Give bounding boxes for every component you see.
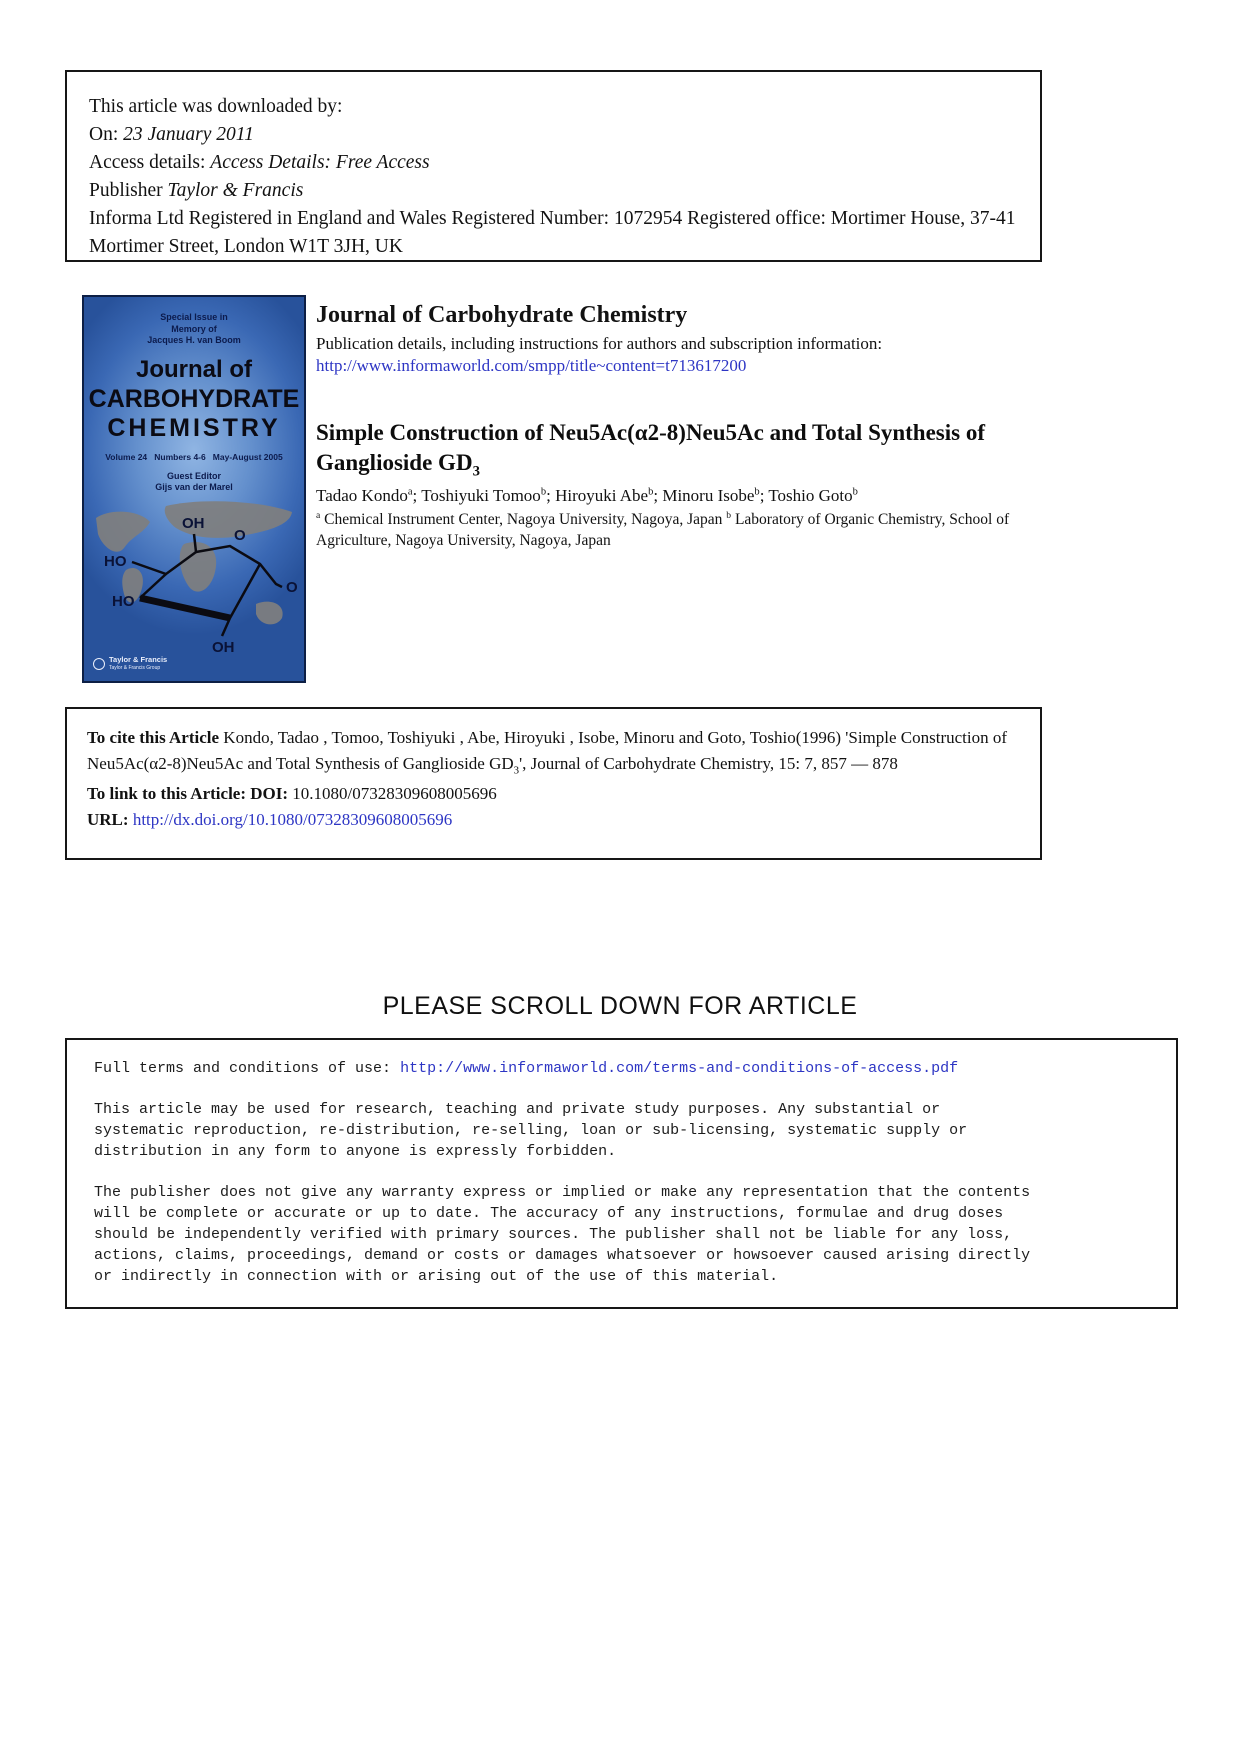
journal-header	[316, 301, 1040, 377]
cover-guest-editor-name: Gijs van der Marel	[155, 482, 233, 492]
publisher-value: Taylor & Francis	[167, 180, 304, 201]
cover-special-issue-line3: Jacques H. van Boom	[147, 335, 241, 345]
doi-value: 10.1080/07328309608005696	[292, 784, 497, 803]
cover-guest-editor-label: Guest Editor	[166, 470, 221, 481]
article-authors: Tadao Kondo$^a$; Toshiyuki Tomoo$^b$; Hiroyuki Abe$^b$; Minoru Isobe$^b$; Toshio Goto$^b$	[316, 486, 858, 505]
cite-line	[87, 725, 1020, 776]
structure-label-o-upper: O	[234, 526, 246, 544]
terms-paragraph-2: The publisher does not give any warranty express or implied or make any representation that the contents will be complete or accurate or up to date. The accuracy of any instructions, formulae and drug doses should be independently verified with primary sources. The publisher shall not be liable for any loss, actions, claims, proceedings, demand or costs or damages whatsoever or howsoever caused arising directly or indirectly in connection with or arising out of the use of this material.	[94, 1184, 1031, 1285]
date-value: 23 January 2011	[123, 124, 254, 145]
article-title-line1: Simple Construction of Neu5Ac(α2-8)Neu5Ac and Total Synthesis of	[316, 420, 986, 445]
cover-volume-line: Volume 24 Numbers 4-6 May-August 2005	[105, 451, 283, 462]
cite-text: Kondo, Tadao , Tomoo, Toshiyuki , Abe, Hiroyuki , Isobe, Minoru and Goto, Toshio(1996) 'Simple Construction of Neu5Ac(α2-8)Neu5Ac and Total Synthesis of Ganglioside GD	[87, 728, 1008, 773]
journal-cover-image	[82, 295, 306, 683]
terms-link-line	[94, 1058, 1149, 1079]
terms-and-conditions-box	[65, 1038, 1178, 1309]
doi-label: To link to this Article: DOI:	[87, 784, 293, 803]
citation-box	[65, 707, 1042, 860]
cover-special-issue	[84, 312, 304, 347]
download-date-line	[89, 121, 1018, 149]
terms-link-label: Full terms and conditions of use:	[94, 1060, 401, 1077]
scroll-down-notice: PLEASE SCROLL DOWN FOR ARTICLE	[382, 992, 858, 1020]
cover-title-carbohydrate: CARBOHYDRATE	[88, 384, 300, 413]
terms-url-link[interactable]: http://www.informaworld.com/terms-and-conditions-of-access.pdf	[400, 1060, 959, 1077]
access-details-line	[89, 149, 1018, 177]
cite-label: To cite this Article	[87, 728, 220, 747]
cover-title-chemistry: CHEMISTRY	[107, 413, 281, 442]
article-title-line2: Ganglioside GD	[316, 450, 473, 475]
world-map-graphic	[88, 496, 300, 658]
journal-publication-details: Publication details, including instructions for authors and subscription information:	[316, 334, 883, 353]
structure-label-ho-left: HO	[104, 552, 127, 570]
informa-registration-line: Informa Ltd Registered in England and Wales Registered Number: 1072954 Registered office: Mortimer House, 37-41 Mortimer Street, London W1T 3JH, UK	[89, 208, 1016, 257]
download-info-box	[65, 70, 1042, 262]
taylor-francis-logo	[93, 656, 167, 672]
journal-name: Journal of Carbohydrate Chemistry	[316, 302, 688, 328]
cover-guest-editor	[84, 471, 304, 494]
access-value: Access Details: Free Access	[210, 152, 430, 173]
date-label: On:	[89, 124, 124, 145]
article-affiliations: $^a$ Chemical Instrument Center, Nagoya University, Nagoya, Japan $^b$ Laboratory of Organic Chemistry, School of Agriculture, Nagoya University, Nagoya, Japan	[316, 509, 1010, 549]
publisher-line	[89, 177, 1018, 205]
cover-special-issue-line2: Memory of	[171, 323, 217, 334]
doi-url-link[interactable]: http://dx.doi.org/10.1080/07328309608005696	[132, 809, 453, 829]
article-header	[316, 418, 1040, 551]
downloaded-by-line: This article was downloaded by:	[89, 96, 343, 117]
taylor-francis-logo-tagline: Taylor & Francis Group	[109, 665, 161, 671]
cite-text-end: ', Journal of Carbohydrate Chemistry, 15: 7, 857 — 878	[519, 753, 898, 773]
structure-label-o-right: O	[286, 578, 298, 596]
publisher-label: Publisher	[89, 180, 168, 201]
terms-paragraph-1: This article may be used for research, teaching and private study purposes. Any substantial or systematic reproduction, re-distribution, re-selling, loan or sub-licensing, systematic supply or distribution in any form to anyone is expressly forbidden.	[94, 1101, 968, 1160]
journal-url-link[interactable]: http://www.informaworld.com/smpp/title~content=t713617200	[316, 356, 747, 375]
cite-subscript: 3	[513, 763, 520, 776]
cover-special-issue-line1: Special Issue in	[160, 312, 228, 322]
taylor-francis-logo-text: Taylor & Francis	[109, 655, 168, 664]
structure-label-oh-top: OH	[182, 514, 205, 532]
url-line	[87, 807, 1020, 833]
cover-title-journal-of: Journal of	[135, 355, 252, 383]
taylor-francis-circle-icon	[93, 658, 105, 670]
structure-label-oh-bottom: OH	[212, 638, 235, 656]
access-label: Access details:	[89, 152, 211, 173]
doi-line	[87, 781, 1020, 807]
article-title	[316, 418, 1040, 478]
article-title-subscript: 3	[472, 463, 480, 480]
structure-label-ho-lower: HO	[112, 592, 135, 610]
url-label: URL:	[87, 809, 133, 829]
